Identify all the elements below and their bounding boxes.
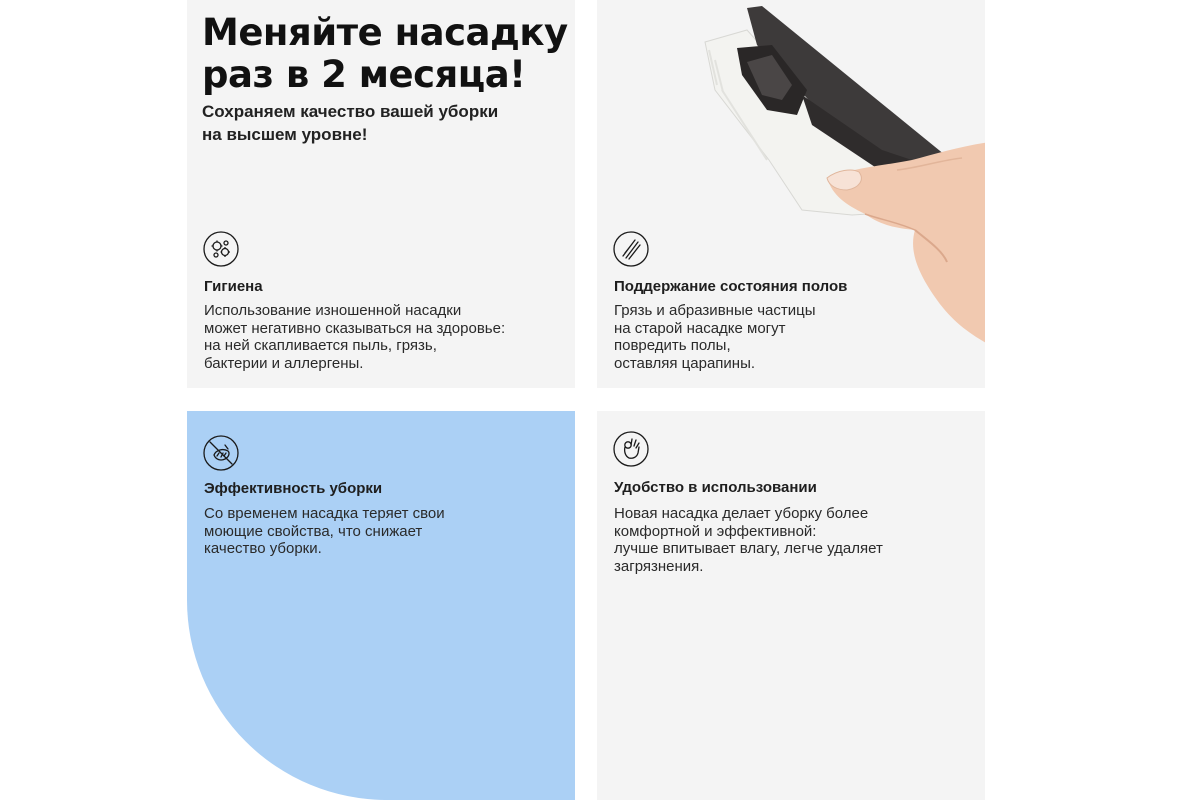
ok-hand-icon xyxy=(613,431,649,467)
blue-quarter-shape xyxy=(187,411,575,800)
feature-text-hygiene: Использование изношенной насадки может негативно сказываться на здоровье: на ней скапливается пыль, грязь, бактерии и аллергены. xyxy=(204,302,506,372)
feature-text-floor-care: Грязь и абразивные частицы на старой насадке могут повредить полы, оставляя царапины. xyxy=(614,302,816,372)
feature-text-efficiency: Со временем насадка теряет свои моющие свойства, что снижает качество уборки. xyxy=(204,505,445,557)
germs-icon xyxy=(203,231,239,267)
floor-care-card xyxy=(597,0,985,388)
subheadline: Сохраняем качество вашей уборки на высшем уровне! xyxy=(202,102,499,144)
efficiency-card xyxy=(187,411,575,800)
worn-mop-icon xyxy=(203,435,239,471)
feature-title-convenience: Удобство в использовании xyxy=(614,479,817,496)
feature-text-convenience: Новая насадка делает уборку более комфортной и эффективной: лучше впитывает влагу, легче удаляет загрязнения. xyxy=(614,505,883,575)
headline-card xyxy=(187,0,575,388)
scratches-icon xyxy=(613,231,649,267)
convenience-card xyxy=(597,411,985,800)
headline: Меняйте насадку раз в 2 месяца! xyxy=(202,11,568,96)
feature-title-efficiency: Эффективность уборки xyxy=(204,480,383,497)
feature-title-hygiene: Гигиена xyxy=(204,278,263,295)
feature-title-floor-care: Поддержание состояния полов xyxy=(614,278,848,295)
